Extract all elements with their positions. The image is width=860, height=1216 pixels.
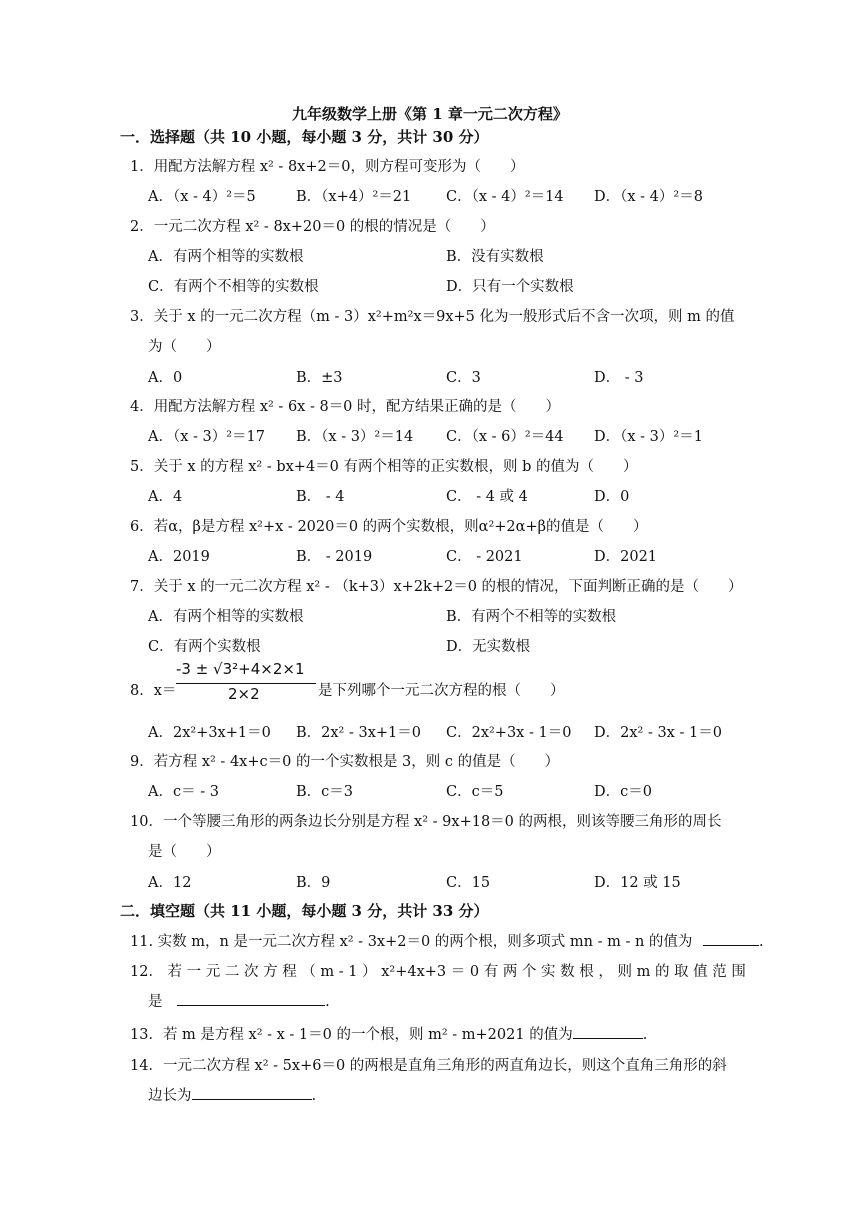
- section-heading-choice: 一．选择题（共 10 小题，每小题 3 分，共计 30 分）: [120, 128, 489, 146]
- q2-option-a: A．有两个相等的实数根: [148, 249, 304, 265]
- q7-option-d: D．无实数根: [446, 639, 531, 655]
- question-12-text2: 是: [148, 994, 163, 1010]
- q5-option-b: B． - 4: [296, 489, 345, 505]
- q1-option-d: D．（x - 4）²＝8: [594, 189, 703, 205]
- question-14-continued: [148, 1084, 316, 1105]
- fraction-numerator: -3 ± √3²+4×2×1: [176, 660, 305, 678]
- q2-option-c: C．有两个不相等的实数根: [148, 279, 319, 295]
- q2-option-b: B．没有实数根: [446, 249, 544, 265]
- q6-option-b: B． - 2019: [296, 549, 373, 565]
- question-2: 2．一元二次方程 x² - 8x+20＝0 的根的情况是（ ）: [130, 219, 495, 235]
- q3-option-b: B．±3: [296, 370, 343, 386]
- q8-option-b: B．2x² - 3x+1＝0: [296, 725, 421, 741]
- question-14: 14．一元二次方程 x² - 5x+6＝0 的两根是直角三角形的两直角边长，则这个直角三角形的斜: [130, 1058, 727, 1074]
- q4-option-a: A．（x - 3）²＝17: [148, 429, 266, 445]
- q1-option-a: A．（x - 4）²＝5: [148, 189, 256, 205]
- question-5: 5．关于 x 的方程 x² - bx+4＝0 有两个相等的正实数根，则 b 的值为（ ）: [130, 459, 638, 475]
- q9-option-d: D．c＝0: [594, 784, 652, 800]
- question-13: [130, 1023, 742, 1044]
- q6-option-d: D．2021: [594, 549, 658, 565]
- question-14-text2: 边长为: [148, 1088, 192, 1104]
- q4-option-d: D．（x - 3）²＝1: [594, 429, 703, 445]
- q6-option-c: C． - 2021: [446, 549, 523, 565]
- question-11: [130, 930, 764, 951]
- fraction-bar: [176, 683, 316, 684]
- question-14-tail: .: [311, 1088, 317, 1104]
- fraction-denominator: 2×2: [228, 685, 260, 703]
- q1-option-c: C．（x - 4）²＝14: [446, 189, 564, 205]
- question-10: 10．一个等腰三角形的两条边长分别是方程 x² - 9x+18＝0 的两根，则该等腰三角形的周长: [130, 814, 722, 830]
- question-7: 7．关于 x 的一元二次方程 x² - （k+3）x+2k+2＝0 的根的情况，下面判断正确的是（ ）: [130, 579, 743, 595]
- q9-option-b: B．c＝3: [296, 784, 354, 800]
- question-1: 1．用配方法解方程 x² - 8x+2＝0，则方程可变形为（ ）: [130, 159, 525, 175]
- q7-option-b: B．有两个不相等的实数根: [446, 609, 617, 625]
- q8-option-c: C．2x²+3x - 1＝0: [446, 725, 572, 741]
- q6-option-a: A．2019: [148, 549, 210, 565]
- q7-option-c: C．有两个实数根: [148, 639, 261, 655]
- question-11-text: 11. 实数 m，n 是一元二次方程 x² - 3x+2＝0 的两个根，则多项式 mn - m - n 的值为: [130, 934, 693, 950]
- question-12-tail: .: [325, 994, 330, 1010]
- answer-blank[interactable]: [573, 1024, 643, 1039]
- q7-option-a: A．有两个相等的实数根: [148, 609, 304, 625]
- question-13-tail: .: [642, 1027, 648, 1043]
- question-12: 12． 若 一 元 二 次 方 程 （ m - 1 ） x²+4x+3 ＝ 0 有 两 个 实 数 根 ， 则 m 的 取 值 范 围: [130, 964, 746, 980]
- q10-option-b: B．9: [296, 875, 331, 891]
- answer-blank[interactable]: [192, 1085, 312, 1100]
- question-9: 9．若方程 x² - 4x+c＝0 的一个实数根是 3，则 c 的值是（ ）: [130, 754, 560, 770]
- q4-option-b: B．（x - 3）²＝14: [296, 429, 414, 445]
- question-3: 3．关于 x 的一元二次方程（m - 3）x²+m²x＝9x+5 化为一般形式后不含一次项，则 m 的值: [130, 309, 735, 325]
- question-3-continued: 为（ ）: [148, 339, 221, 355]
- question-8-rest: 是下列哪个一元二次方程的根（ ）: [318, 683, 565, 699]
- q8-option-a: A．2x²+3x+1＝0: [148, 725, 271, 741]
- question-11-tail: .: [759, 934, 764, 950]
- q10-option-d: D．12 或 15: [594, 875, 681, 891]
- q3-option-c: C．3: [446, 370, 481, 386]
- q5-option-d: D．0: [594, 489, 630, 505]
- question-4: 4．用配方法解方程 x² - 6x - 8＝0 时，配方结果正确的是（ ）: [130, 399, 561, 415]
- q2-option-d: D．只有一个实数根: [446, 279, 574, 295]
- answer-blank[interactable]: [703, 931, 759, 946]
- question-6: 6．若α，β是方程 x²+x - 2020＝0 的两个实数根，则α²+2α+β的值是（ ）: [130, 519, 648, 535]
- q4-option-c: C．（x - 6）²＝44: [446, 429, 564, 445]
- q3-option-d: D． - 3: [594, 370, 644, 386]
- q9-option-a: A．c＝ - 3: [148, 784, 219, 800]
- question-10-continued: 是（ ）: [148, 844, 221, 860]
- question-8-fraction: [176, 660, 316, 706]
- q10-option-c: C．15: [446, 875, 491, 891]
- question-13-text: 13．若 m 是方程 x² - x - 1＝0 的一个根，则 m² - m+2021 的值为: [130, 1027, 573, 1043]
- q8-option-d: D．2x² - 3x - 1＝0: [594, 725, 722, 741]
- q5-option-a: A．4: [148, 489, 183, 505]
- q1-option-b: B．（x+4）²＝21: [296, 189, 412, 205]
- section-heading-fill: 二．填空题（共 11 小题，每小题 3 分，共计 33 分）: [120, 902, 489, 920]
- question-8-lead: 8．x＝: [130, 683, 177, 699]
- q10-option-a: A．12: [148, 875, 192, 891]
- q3-option-a: A．0: [148, 370, 183, 386]
- answer-blank[interactable]: [177, 991, 325, 1006]
- q9-option-c: C．c＝5: [446, 784, 504, 800]
- question-12-continued: [148, 990, 330, 1011]
- page-title: 九年级数学上册《第 1 章一元二次方程》: [292, 105, 568, 123]
- q5-option-c: C． - 4 或 4: [446, 489, 528, 505]
